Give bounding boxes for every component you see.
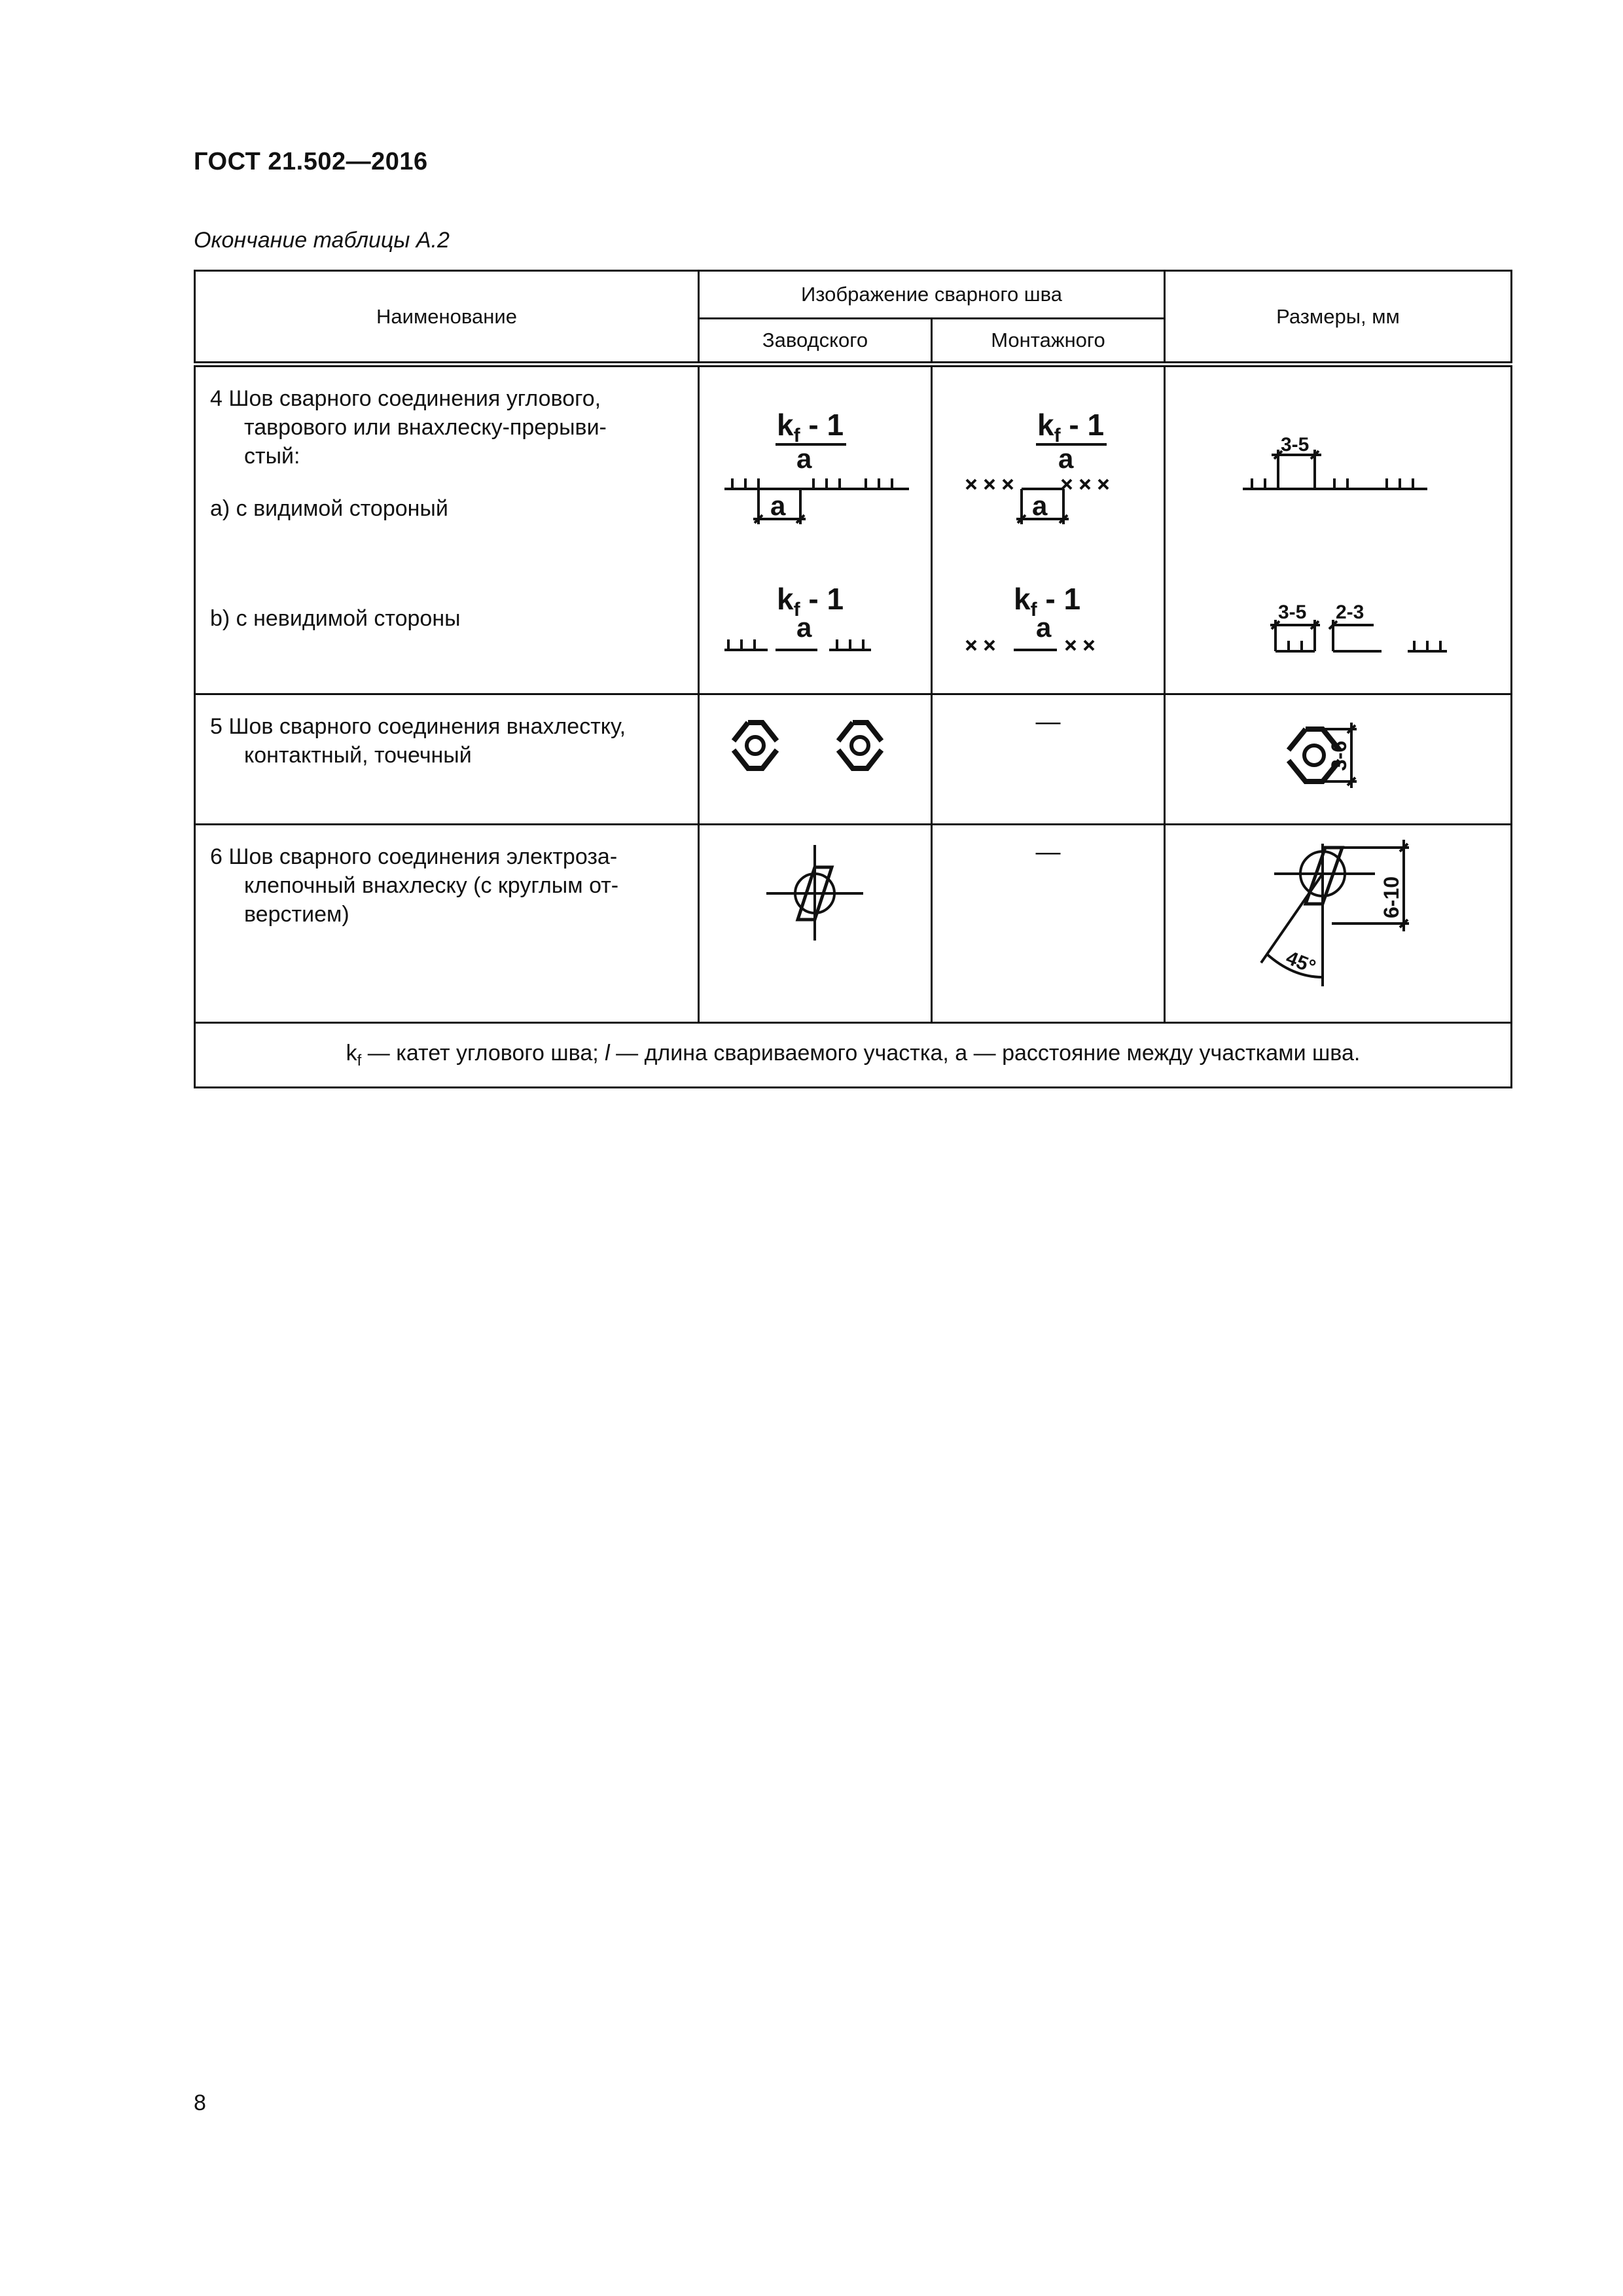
row5-factory-symbols xyxy=(699,694,932,825)
table-row xyxy=(195,365,1512,694)
row5-line1: 5 Шов сварного соединения внахлестку, xyxy=(210,714,626,739)
svg-text:kf - 1: $k_f - 1$ xyxy=(777,408,844,446)
row5-line2: контактный, точечный xyxy=(244,743,472,768)
svg-text:kf - 1: $k_f - 1$ xyxy=(1014,582,1081,620)
svg-text:a: a xyxy=(796,443,812,474)
row6-line1: 6 Шов сварного соединения электроза- xyxy=(210,844,618,869)
svg-text:3-5: 3-5 xyxy=(1278,601,1307,623)
row6-factory-symbols xyxy=(699,825,932,1023)
row4-line2: таврового или внахлеску-прерыви- xyxy=(244,415,607,440)
weld-rivet-factory-symbol xyxy=(700,825,931,1005)
row4-sub-a: а) с видимой стороный xyxy=(210,496,448,521)
welds-table xyxy=(194,270,1512,1088)
table-row xyxy=(195,1023,1512,1088)
row4-sub-b: b) с невидимой стороны xyxy=(210,606,461,631)
footnote-f: f xyxy=(357,1051,362,1069)
row4-line1: 4 Шов сварного соединения углового, xyxy=(210,386,601,411)
svg-text:a: a xyxy=(1036,612,1052,643)
row6-line3: верстием) xyxy=(244,902,349,927)
footnote-l: l xyxy=(605,1040,610,1066)
weld-intermittent-site-symbol xyxy=(933,367,1164,676)
svg-text:3-5: 3-5 xyxy=(1281,434,1310,456)
table-caption: Окончание таблицы А.2 xyxy=(194,228,450,253)
row6-line2: клепочный внахлеску (с круглым от- xyxy=(244,873,619,898)
table-footnote xyxy=(195,1023,1512,1088)
row5-name xyxy=(195,694,699,825)
svg-text:2-3: 2-3 xyxy=(1336,601,1364,623)
svg-text:kf - 1: $k_f - 1$ xyxy=(777,582,844,620)
weld-spot-factory-symbol xyxy=(700,695,931,806)
weld-intermittent-dimensions xyxy=(1166,367,1510,676)
row4-sizes xyxy=(1165,365,1512,694)
svg-text:a: a xyxy=(770,490,786,521)
footnote-part1: — катет углового шва; xyxy=(361,1040,605,1066)
page-number: 8 xyxy=(194,2090,206,2115)
row6-sizes xyxy=(1165,825,1512,1023)
row6-site-dash: — xyxy=(932,825,1165,1023)
header-factory: Заводского xyxy=(699,319,932,365)
svg-text:3-6: 3-6 xyxy=(1327,740,1351,771)
weld-spot-dimensions xyxy=(1166,695,1510,806)
row4-line3: стый: xyxy=(244,444,300,469)
row4-factory-symbols xyxy=(699,365,932,694)
table-row xyxy=(195,694,1512,825)
header-sizes: Размеры, мм xyxy=(1165,271,1512,365)
row4-name xyxy=(195,365,699,694)
row6-name xyxy=(195,825,699,1023)
row5-sizes xyxy=(1165,694,1512,825)
svg-text:6-10: 6-10 xyxy=(1380,876,1404,918)
header-image-group: Изображение сварного шва xyxy=(699,271,1165,319)
footnote-k: k xyxy=(346,1040,357,1066)
document-code: ГОСТ 21.502—2016 xyxy=(194,148,428,175)
footnote-part2: — длина свариваемого участка, а — расстояние между участками шва. xyxy=(609,1040,1361,1066)
row5-site-dash: — xyxy=(932,694,1165,825)
weld-rivet-dimensions xyxy=(1166,825,1510,1005)
svg-text:45°: 45° xyxy=(1283,946,1319,978)
svg-text:a: a xyxy=(1032,490,1048,521)
svg-text:a: a xyxy=(796,612,812,643)
header-site: Монтажного xyxy=(932,319,1165,365)
row4-site-symbols xyxy=(932,365,1165,694)
header-name: Наименование xyxy=(195,271,699,365)
weld-intermittent-factory-symbol xyxy=(700,367,931,676)
table-row xyxy=(195,825,1512,1023)
svg-text:kf - 1: $k_f - 1$ xyxy=(1037,408,1105,446)
svg-text:a: a xyxy=(1058,443,1074,474)
